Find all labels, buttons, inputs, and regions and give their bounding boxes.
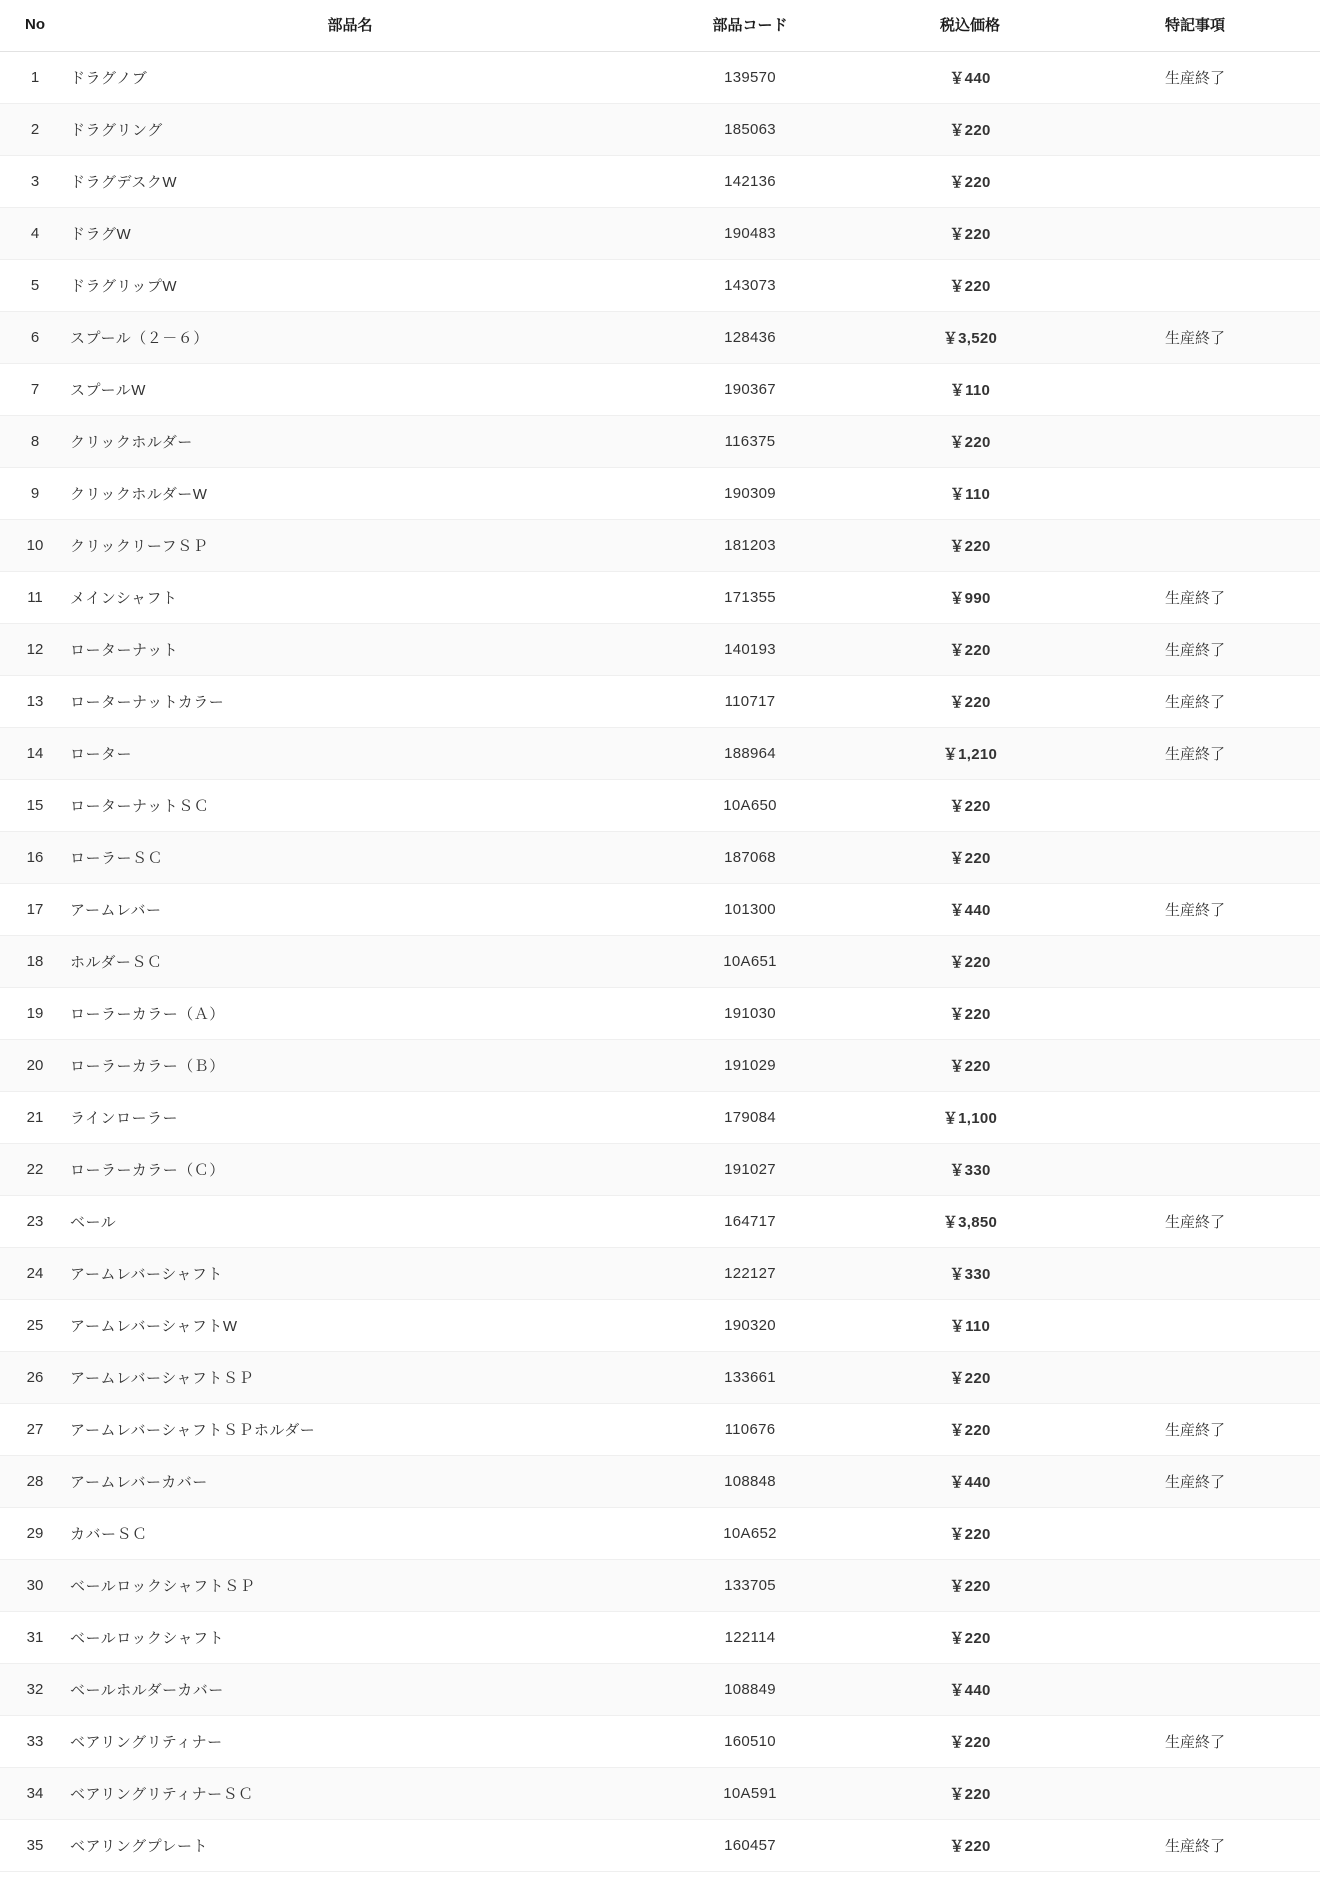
table-row	[0, 1612, 1320, 1664]
table-row	[0, 1508, 1320, 1560]
cell-note: 生産終了	[1070, 1456, 1320, 1508]
cell-note	[1070, 260, 1320, 312]
cell-part-code: 179084	[630, 1092, 870, 1144]
cell-part-code: 142136	[630, 156, 870, 208]
table-row	[0, 1456, 1320, 1508]
table-row	[0, 1352, 1320, 1404]
table-row	[0, 1300, 1320, 1352]
cell-part-name: ドラグデスクW	[70, 156, 630, 208]
cell-part-name: ドラグリング	[70, 104, 630, 156]
cell-part-name: ベアリングプレート	[70, 1820, 630, 1872]
cell-price: ￥110	[870, 468, 1070, 520]
cell-note: 生産終了	[1070, 676, 1320, 728]
cell-note	[1070, 104, 1320, 156]
cell-note	[1070, 1768, 1320, 1820]
cell-part-name: ドラグノブ	[70, 52, 630, 104]
cell-part-name: アームレバー	[70, 884, 630, 936]
cell-no: 17	[0, 884, 70, 936]
cell-price: ￥110	[870, 1300, 1070, 1352]
cell-part-code: 190483	[630, 208, 870, 260]
cell-no: 7	[0, 364, 70, 416]
cell-note	[1070, 364, 1320, 416]
cell-note	[1070, 1664, 1320, 1716]
table-row	[0, 624, 1320, 676]
cell-note	[1070, 1508, 1320, 1560]
cell-part-name: ローター	[70, 728, 630, 780]
cell-part-name: アームレバーシャフトＳＰ	[70, 1352, 630, 1404]
cell-price: ￥440	[870, 52, 1070, 104]
cell-note	[1070, 988, 1320, 1040]
cell-note	[1070, 1144, 1320, 1196]
table-row	[0, 884, 1320, 936]
cell-part-name: ローラーカラー（Ａ）	[70, 988, 630, 1040]
cell-part-name: スプールW	[70, 364, 630, 416]
cell-no: 22	[0, 1144, 70, 1196]
cell-part-code: 10A591	[630, 1768, 870, 1820]
cell-price: ￥220	[870, 1820, 1070, 1872]
cell-note	[1070, 780, 1320, 832]
cell-note: 生産終了	[1070, 1404, 1320, 1456]
cell-no: 1	[0, 52, 70, 104]
table-row	[0, 156, 1320, 208]
table-row	[0, 364, 1320, 416]
cell-price: ￥220	[870, 260, 1070, 312]
cell-no: 20	[0, 1040, 70, 1092]
cell-part-code: 122114	[630, 1612, 870, 1664]
cell-part-code: 110717	[630, 676, 870, 728]
cell-no: 6	[0, 312, 70, 364]
cell-no: 26	[0, 1352, 70, 1404]
cell-no: 8	[0, 416, 70, 468]
cell-note: 生産終了	[1070, 624, 1320, 676]
cell-part-code: 185063	[630, 104, 870, 156]
cell-no: 28	[0, 1456, 70, 1508]
table-row	[0, 1560, 1320, 1612]
table-row	[0, 208, 1320, 260]
cell-price: ￥440	[870, 1456, 1070, 1508]
cell-note	[1070, 1248, 1320, 1300]
cell-part-code: 108848	[630, 1456, 870, 1508]
cell-part-name: メインシャフト	[70, 572, 630, 624]
table-body	[0, 52, 1320, 1872]
cell-part-name: ベールホルダーカバー	[70, 1664, 630, 1716]
cell-no: 19	[0, 988, 70, 1040]
table-row	[0, 312, 1320, 364]
table-row	[0, 832, 1320, 884]
cell-no: 2	[0, 104, 70, 156]
cell-part-name: クリックホルダーW	[70, 468, 630, 520]
cell-price: ￥220	[870, 416, 1070, 468]
table-row	[0, 1716, 1320, 1768]
cell-part-code: 110676	[630, 1404, 870, 1456]
table-row	[0, 1248, 1320, 1300]
cell-note	[1070, 1040, 1320, 1092]
cell-price: ￥220	[870, 104, 1070, 156]
cell-part-code: 171355	[630, 572, 870, 624]
table-row	[0, 988, 1320, 1040]
cell-price: ￥440	[870, 884, 1070, 936]
cell-note	[1070, 832, 1320, 884]
cell-part-name: アームレバーシャフト	[70, 1248, 630, 1300]
cell-price: ￥220	[870, 1716, 1070, 1768]
cell-no: 9	[0, 468, 70, 520]
cell-part-name: ローターナットＳＣ	[70, 780, 630, 832]
table-row	[0, 1820, 1320, 1872]
cell-note: 生産終了	[1070, 728, 1320, 780]
cell-price: ￥330	[870, 1144, 1070, 1196]
cell-part-name: ローラーカラー（Ｂ）	[70, 1040, 630, 1092]
cell-note: 生産終了	[1070, 52, 1320, 104]
table-row	[0, 468, 1320, 520]
cell-part-code: 181203	[630, 520, 870, 572]
cell-no: 12	[0, 624, 70, 676]
cell-part-name: ベール	[70, 1196, 630, 1248]
cell-part-code: 191027	[630, 1144, 870, 1196]
cell-price: ￥220	[870, 1040, 1070, 1092]
table-row	[0, 1040, 1320, 1092]
table-row	[0, 936, 1320, 988]
cell-part-code: 191029	[630, 1040, 870, 1092]
cell-price: ￥440	[870, 1664, 1070, 1716]
cell-part-code: 133705	[630, 1560, 870, 1612]
table-row	[0, 52, 1320, 104]
cell-part-name: スプール（２－６）	[70, 312, 630, 364]
cell-part-name: アームレバーシャフトW	[70, 1300, 630, 1352]
cell-part-code: 101300	[630, 884, 870, 936]
cell-no: 23	[0, 1196, 70, 1248]
table-row	[0, 1196, 1320, 1248]
cell-no: 5	[0, 260, 70, 312]
table-row	[0, 1144, 1320, 1196]
cell-no: 10	[0, 520, 70, 572]
cell-part-code: 188964	[630, 728, 870, 780]
cell-no: 32	[0, 1664, 70, 1716]
cell-price: ￥220	[870, 1508, 1070, 1560]
cell-note: 生産終了	[1070, 1196, 1320, 1248]
cell-price: ￥220	[870, 936, 1070, 988]
cell-price: ￥220	[870, 208, 1070, 260]
table-row	[0, 676, 1320, 728]
table-header-row	[0, 0, 1320, 52]
cell-part-code: 190367	[630, 364, 870, 416]
cell-no: 13	[0, 676, 70, 728]
cell-price: ￥220	[870, 1404, 1070, 1456]
cell-part-code: 164717	[630, 1196, 870, 1248]
cell-part-name: ベールロックシャフト	[70, 1612, 630, 1664]
cell-price: ￥220	[870, 156, 1070, 208]
cell-note	[1070, 1560, 1320, 1612]
cell-note: 生産終了	[1070, 1716, 1320, 1768]
cell-part-code: 190320	[630, 1300, 870, 1352]
cell-part-name: カバーＳＣ	[70, 1508, 630, 1560]
cell-price: ￥220	[870, 624, 1070, 676]
table-row	[0, 728, 1320, 780]
cell-no: 34	[0, 1768, 70, 1820]
cell-price: ￥220	[870, 520, 1070, 572]
cell-part-name: ローターナットカラー	[70, 676, 630, 728]
table-row	[0, 780, 1320, 832]
cell-part-code: 133661	[630, 1352, 870, 1404]
column-header-part-name: 部品名	[70, 0, 630, 52]
cell-note	[1070, 208, 1320, 260]
cell-part-name: ベアリングリティナー	[70, 1716, 630, 1768]
cell-part-name: クリックリーフＳＰ	[70, 520, 630, 572]
table-row	[0, 1768, 1320, 1820]
cell-part-code: 116375	[630, 416, 870, 468]
cell-price: ￥1,100	[870, 1092, 1070, 1144]
column-header-note: 特記事項	[1070, 0, 1320, 52]
cell-no: 4	[0, 208, 70, 260]
cell-part-name: ローターナット	[70, 624, 630, 676]
cell-part-code: 108849	[630, 1664, 870, 1716]
cell-no: 27	[0, 1404, 70, 1456]
column-header-part-code: 部品コード	[630, 0, 870, 52]
cell-note	[1070, 468, 1320, 520]
cell-price: ￥3,520	[870, 312, 1070, 364]
cell-no: 15	[0, 780, 70, 832]
table-row	[0, 1664, 1320, 1716]
cell-no: 29	[0, 1508, 70, 1560]
cell-price: ￥220	[870, 988, 1070, 1040]
table-header	[0, 0, 1320, 52]
cell-price: ￥220	[870, 1612, 1070, 1664]
cell-part-code: 140193	[630, 624, 870, 676]
cell-no: 35	[0, 1820, 70, 1872]
cell-part-name: アームレバーシャフトＳＰホルダー	[70, 1404, 630, 1456]
cell-part-code: 10A651	[630, 936, 870, 988]
cell-no: 14	[0, 728, 70, 780]
cell-part-name: ベールロックシャフトＳＰ	[70, 1560, 630, 1612]
cell-no: 18	[0, 936, 70, 988]
cell-note: 生産終了	[1070, 312, 1320, 364]
cell-price: ￥3,850	[870, 1196, 1070, 1248]
table-row	[0, 1404, 1320, 1456]
cell-no: 33	[0, 1716, 70, 1768]
table-row	[0, 104, 1320, 156]
cell-part-name: クリックホルダー	[70, 416, 630, 468]
cell-note	[1070, 1092, 1320, 1144]
cell-part-code: 143073	[630, 260, 870, 312]
cell-part-name: ドラグW	[70, 208, 630, 260]
table-row	[0, 1092, 1320, 1144]
cell-no: 11	[0, 572, 70, 624]
cell-price: ￥220	[870, 780, 1070, 832]
cell-part-name: ベアリングリティナーＳＣ	[70, 1768, 630, 1820]
cell-part-code: 122127	[630, 1248, 870, 1300]
cell-part-code: 191030	[630, 988, 870, 1040]
cell-price: ￥1,210	[870, 728, 1070, 780]
cell-part-code: 187068	[630, 832, 870, 884]
cell-part-name: ローラーカラー（Ｃ）	[70, 1144, 630, 1196]
cell-no: 3	[0, 156, 70, 208]
cell-note	[1070, 520, 1320, 572]
cell-no: 16	[0, 832, 70, 884]
table-row	[0, 520, 1320, 572]
cell-note	[1070, 416, 1320, 468]
table-row	[0, 572, 1320, 624]
cell-note	[1070, 156, 1320, 208]
cell-price: ￥220	[870, 1560, 1070, 1612]
cell-part-name: ホルダーＳＣ	[70, 936, 630, 988]
cell-no: 24	[0, 1248, 70, 1300]
cell-price: ￥990	[870, 572, 1070, 624]
cell-no: 25	[0, 1300, 70, 1352]
cell-part-code: 160457	[630, 1820, 870, 1872]
cell-part-name: ラインローラー	[70, 1092, 630, 1144]
cell-price: ￥220	[870, 1768, 1070, 1820]
cell-price: ￥110	[870, 364, 1070, 416]
cell-price: ￥220	[870, 832, 1070, 884]
cell-part-name: ローラーＳＣ	[70, 832, 630, 884]
column-header-price: 税込価格	[870, 0, 1070, 52]
cell-note	[1070, 1300, 1320, 1352]
cell-note	[1070, 1352, 1320, 1404]
cell-part-code: 10A652	[630, 1508, 870, 1560]
cell-part-code: 128436	[630, 312, 870, 364]
cell-no: 31	[0, 1612, 70, 1664]
cell-note: 生産終了	[1070, 884, 1320, 936]
cell-price: ￥220	[870, 676, 1070, 728]
cell-note	[1070, 1612, 1320, 1664]
cell-part-code: 10A650	[630, 780, 870, 832]
cell-price: ￥330	[870, 1248, 1070, 1300]
cell-part-name: ドラグリップW	[70, 260, 630, 312]
table-row	[0, 260, 1320, 312]
cell-price: ￥220	[870, 1352, 1070, 1404]
table-row	[0, 416, 1320, 468]
cell-note: 生産終了	[1070, 1820, 1320, 1872]
cell-part-code: 190309	[630, 468, 870, 520]
cell-no: 21	[0, 1092, 70, 1144]
cell-note: 生産終了	[1070, 572, 1320, 624]
cell-part-code: 160510	[630, 1716, 870, 1768]
cell-part-name: アームレバーカバー	[70, 1456, 630, 1508]
column-header-no: No	[0, 0, 70, 52]
cell-note	[1070, 936, 1320, 988]
cell-part-code: 139570	[630, 52, 870, 104]
cell-no: 30	[0, 1560, 70, 1612]
